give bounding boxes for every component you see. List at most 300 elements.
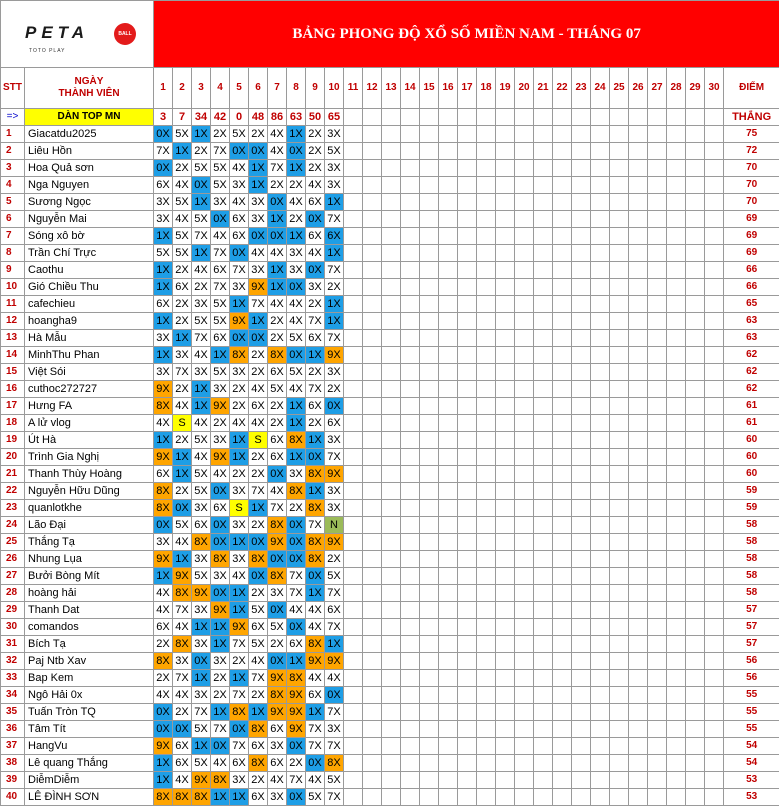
result-cell: 4X — [287, 296, 306, 313]
empty-cell — [439, 704, 458, 721]
result-cell: 0X — [249, 534, 268, 551]
empty-cell — [515, 211, 534, 228]
empty-cell — [420, 177, 439, 194]
result-cell: 8X — [192, 534, 211, 551]
empty-cell — [572, 296, 591, 313]
score-cell: 59 — [724, 483, 779, 500]
day-header: 26 — [629, 68, 648, 109]
empty-cell — [458, 602, 477, 619]
empty-cell — [477, 364, 496, 381]
member-row — [1, 585, 779, 602]
empty-cell — [705, 755, 724, 772]
result-cell: 7X — [306, 313, 325, 330]
empty-cell — [363, 347, 382, 364]
empty-cell — [572, 364, 591, 381]
empty-cell — [534, 279, 553, 296]
result-cell: 0X — [325, 687, 344, 704]
empty-cell — [363, 585, 382, 602]
empty-cell — [572, 347, 591, 364]
empty-cell — [648, 466, 667, 483]
result-cell: 3X — [268, 585, 287, 602]
empty-cell — [705, 704, 724, 721]
day-header: 25 — [610, 68, 629, 109]
member-row — [1, 568, 779, 585]
empty-cell — [382, 279, 401, 296]
result-cell: 2X — [154, 670, 173, 687]
empty-cell — [629, 789, 648, 806]
member-row — [1, 347, 779, 364]
empty-cell — [610, 483, 629, 500]
score-cell: 66 — [724, 262, 779, 279]
result-cell: 1X — [230, 789, 249, 806]
result-cell: 4X — [306, 245, 325, 262]
result-cell: 5X — [192, 755, 211, 772]
rank-cell: 36 — [1, 721, 25, 738]
result-cell: 2X — [268, 177, 287, 194]
empty-cell — [591, 721, 610, 738]
result-cell: 2X — [211, 126, 230, 143]
empty-cell — [648, 500, 667, 517]
logo-cell — [1, 1, 154, 68]
empty-cell — [420, 738, 439, 755]
empty-cell — [382, 432, 401, 449]
result-cell: 3X — [154, 211, 173, 228]
empty-cell — [477, 653, 496, 670]
empty-cell — [553, 721, 572, 738]
member-row — [1, 653, 779, 670]
result-cell: 0X — [249, 568, 268, 585]
empty-cell — [515, 517, 534, 534]
empty-cell — [458, 517, 477, 534]
empty-cell — [477, 381, 496, 398]
result-cell: 5X — [192, 466, 211, 483]
empty-cell — [686, 755, 705, 772]
result-cell: 1X — [192, 126, 211, 143]
empty-cell — [420, 585, 439, 602]
empty-cell — [667, 296, 686, 313]
empty-cell — [610, 466, 629, 483]
empty-cell — [648, 228, 667, 245]
empty-cell — [705, 194, 724, 211]
empty-cell — [667, 585, 686, 602]
empty-cell — [610, 789, 629, 806]
rank-cell: 15 — [1, 364, 25, 381]
empty-cell — [648, 415, 667, 432]
empty-cell — [382, 313, 401, 330]
empty-cell — [420, 619, 439, 636]
result-cell: 0X — [287, 551, 306, 568]
empty-cell — [572, 398, 591, 415]
result-cell: 7X — [325, 789, 344, 806]
empty-cell — [363, 687, 382, 704]
member-name: MinhThu Phan — [25, 347, 154, 364]
empty-cell — [553, 194, 572, 211]
empty-cell — [667, 772, 686, 789]
empty-cell — [344, 228, 363, 245]
empty-cell — [401, 398, 420, 415]
rank-cell: 18 — [1, 415, 25, 432]
empty-cell — [667, 755, 686, 772]
empty-cell — [705, 330, 724, 347]
empty-cell — [420, 143, 439, 160]
result-cell: 1X — [249, 500, 268, 517]
day-header: 14 — [401, 68, 420, 109]
rank-cell: 38 — [1, 755, 25, 772]
empty-cell — [667, 466, 686, 483]
dan-value: 0 — [230, 109, 249, 126]
empty-cell — [515, 330, 534, 347]
result-cell: 1X — [173, 551, 192, 568]
result-cell: 7X — [306, 721, 325, 738]
result-cell: 3X — [192, 551, 211, 568]
result-cell: 7X — [268, 500, 287, 517]
result-cell: 3X — [325, 177, 344, 194]
result-cell: 1X — [306, 483, 325, 500]
empty-cell — [344, 534, 363, 551]
empty-cell — [553, 143, 572, 160]
day-header: 11 — [344, 68, 363, 109]
empty-cell — [648, 313, 667, 330]
empty-cell — [401, 347, 420, 364]
empty-cell — [363, 636, 382, 653]
empty-cell — [363, 160, 382, 177]
result-cell: 4X — [268, 126, 287, 143]
member-row — [1, 789, 779, 806]
member-name: Việt Sói — [25, 364, 154, 381]
member-name: Nhung Lụa — [25, 551, 154, 568]
empty-cell — [382, 653, 401, 670]
result-cell: 2X — [249, 585, 268, 602]
result-cell: 3X — [287, 262, 306, 279]
result-cell: 7X — [211, 245, 230, 262]
member-name: Bap Kem — [25, 670, 154, 687]
result-cell: 9X — [325, 653, 344, 670]
result-cell: 6X — [249, 738, 268, 755]
result-cell: 9X — [211, 449, 230, 466]
result-cell: 4X — [287, 602, 306, 619]
empty-cell — [458, 228, 477, 245]
score-cell: 57 — [724, 636, 779, 653]
result-cell: 9X — [249, 279, 268, 296]
empty-cell — [534, 517, 553, 534]
result-cell: 5X — [249, 636, 268, 653]
empty-cell — [477, 551, 496, 568]
empty-cell — [344, 670, 363, 687]
empty-cell — [458, 636, 477, 653]
empty-cell — [477, 449, 496, 466]
result-cell: 9X — [230, 619, 249, 636]
result-cell: 3X — [154, 330, 173, 347]
result-cell: 2X — [268, 415, 287, 432]
empty-cell — [572, 568, 591, 585]
result-cell: 1X — [287, 449, 306, 466]
result-cell: 0X — [306, 568, 325, 585]
result-cell: 8X — [154, 398, 173, 415]
empty-cell — [572, 126, 591, 143]
empty-cell — [363, 653, 382, 670]
empty-cell — [515, 670, 534, 687]
day-header: 1 — [154, 68, 173, 109]
empty-cell — [420, 364, 439, 381]
result-cell: 1X — [249, 313, 268, 330]
result-cell: 0X — [287, 279, 306, 296]
result-cell: 4X — [230, 415, 249, 432]
rank-cell: 31 — [1, 636, 25, 653]
empty-cell — [534, 160, 553, 177]
empty-cell — [401, 670, 420, 687]
empty-cell — [686, 398, 705, 415]
empty-cell — [439, 466, 458, 483]
result-cell: 8X — [306, 534, 325, 551]
result-cell: 2X — [230, 653, 249, 670]
empty-cell — [572, 449, 591, 466]
result-cell: 7X — [211, 279, 230, 296]
empty-cell — [591, 143, 610, 160]
empty-cell — [553, 313, 572, 330]
result-cell: 3X — [154, 194, 173, 211]
empty-cell — [591, 568, 610, 585]
empty-cell — [439, 670, 458, 687]
empty-cell — [553, 619, 572, 636]
result-cell: 1X — [287, 653, 306, 670]
empty-cell — [382, 721, 401, 738]
dan-top-label: DÀN TOP MN — [25, 109, 154, 126]
member-header-line1: NGÀY — [25, 76, 153, 88]
empty-cell — [686, 670, 705, 687]
result-cell: 4X — [249, 381, 268, 398]
result-cell: 2X — [287, 177, 306, 194]
result-cell: 5X — [325, 772, 344, 789]
day-header: 30 — [705, 68, 724, 109]
empty-cell — [477, 347, 496, 364]
empty-cell — [382, 619, 401, 636]
member-name: Hoa Quả sơn — [25, 160, 154, 177]
day-header: 10 — [325, 68, 344, 109]
result-cell: 1X — [211, 789, 230, 806]
empty-cell — [629, 143, 648, 160]
empty-cell — [610, 636, 629, 653]
empty-cell — [382, 381, 401, 398]
empty-cell — [420, 279, 439, 296]
empty-cell — [439, 636, 458, 653]
empty-cell — [648, 636, 667, 653]
empty-cell — [686, 772, 705, 789]
result-cell: 6X — [249, 789, 268, 806]
day-header: 21 — [534, 68, 553, 109]
empty-cell — [572, 381, 591, 398]
empty-cell — [553, 415, 572, 432]
empty-cell — [496, 789, 515, 806]
empty-cell — [610, 126, 629, 143]
member-name: Lão Đại — [25, 517, 154, 534]
empty-cell — [439, 381, 458, 398]
member-name: DiễmDiễm — [25, 772, 154, 789]
empty-cell — [496, 143, 515, 160]
result-cell: 4X — [325, 670, 344, 687]
result-cell: 1X — [154, 279, 173, 296]
empty-cell — [648, 279, 667, 296]
rank-cell: 35 — [1, 704, 25, 721]
empty-cell — [534, 313, 553, 330]
empty-cell — [458, 160, 477, 177]
empty-cell — [401, 330, 420, 347]
rank-cell: 25 — [1, 534, 25, 551]
result-cell: 7X — [325, 619, 344, 636]
result-cell: 3X — [192, 687, 211, 704]
empty-cell — [420, 415, 439, 432]
result-cell: 0X — [287, 517, 306, 534]
result-cell: 2X — [287, 755, 306, 772]
empty-cell — [515, 483, 534, 500]
result-cell: 4X — [192, 262, 211, 279]
result-cell: 1X — [173, 330, 192, 347]
empty-cell — [496, 517, 515, 534]
empty-cell — [610, 279, 629, 296]
empty-cell — [515, 109, 534, 126]
result-cell: 4X — [268, 245, 287, 262]
score-cell: 58 — [724, 568, 779, 585]
result-cell: 4X — [173, 398, 192, 415]
empty-cell — [496, 415, 515, 432]
result-cell: 1X — [287, 126, 306, 143]
empty-cell — [420, 330, 439, 347]
empty-cell — [686, 364, 705, 381]
empty-cell — [534, 143, 553, 160]
empty-cell — [591, 789, 610, 806]
empty-cell — [496, 449, 515, 466]
empty-cell — [629, 483, 648, 500]
empty-cell — [572, 653, 591, 670]
member-row — [1, 194, 779, 211]
result-cell: 1X — [173, 449, 192, 466]
result-cell: 1X — [154, 262, 173, 279]
empty-cell — [534, 296, 553, 313]
empty-cell — [363, 194, 382, 211]
empty-cell — [629, 313, 648, 330]
member-row — [1, 551, 779, 568]
result-cell: 0X — [249, 143, 268, 160]
empty-cell — [477, 109, 496, 126]
result-cell: 3X — [192, 636, 211, 653]
empty-cell — [401, 653, 420, 670]
empty-cell — [648, 347, 667, 364]
result-cell: 5X — [249, 602, 268, 619]
empty-cell — [667, 194, 686, 211]
result-cell: 4X — [306, 670, 325, 687]
member-row — [1, 364, 779, 381]
empty-cell — [382, 415, 401, 432]
empty-cell — [382, 160, 401, 177]
empty-cell — [496, 585, 515, 602]
member-name: hoangha9 — [25, 313, 154, 330]
result-cell: 5X — [325, 568, 344, 585]
empty-cell — [629, 415, 648, 432]
result-cell: 2X — [173, 704, 192, 721]
result-cell: 2X — [230, 381, 249, 398]
result-cell: 4X — [192, 347, 211, 364]
empty-cell — [401, 568, 420, 585]
result-cell: 9X — [154, 738, 173, 755]
empty-cell — [591, 687, 610, 704]
empty-cell — [629, 432, 648, 449]
score-cell: 75 — [724, 126, 779, 143]
empty-cell — [648, 364, 667, 381]
empty-cell — [496, 296, 515, 313]
empty-cell — [401, 602, 420, 619]
empty-cell — [667, 364, 686, 381]
result-cell: 4X — [230, 160, 249, 177]
empty-cell — [572, 687, 591, 704]
empty-cell — [629, 755, 648, 772]
empty-cell — [515, 636, 534, 653]
empty-cell — [401, 483, 420, 500]
empty-cell — [591, 364, 610, 381]
empty-cell — [667, 211, 686, 228]
result-cell: 3X — [306, 279, 325, 296]
member-row — [1, 670, 779, 687]
empty-cell — [667, 704, 686, 721]
result-cell: 1X — [230, 670, 249, 687]
empty-cell — [458, 704, 477, 721]
empty-cell — [534, 398, 553, 415]
empty-cell — [553, 602, 572, 619]
result-cell: 7X — [211, 143, 230, 160]
result-cell: 0X — [173, 721, 192, 738]
empty-cell — [496, 347, 515, 364]
rank-cell: 6 — [1, 211, 25, 228]
empty-cell — [401, 381, 420, 398]
empty-cell — [363, 381, 382, 398]
empty-cell — [686, 228, 705, 245]
empty-cell — [496, 500, 515, 517]
empty-cell — [458, 143, 477, 160]
empty-cell — [572, 772, 591, 789]
empty-cell — [534, 126, 553, 143]
empty-cell — [629, 534, 648, 551]
empty-cell — [572, 517, 591, 534]
empty-cell — [629, 517, 648, 534]
empty-cell — [477, 398, 496, 415]
empty-cell — [344, 687, 363, 704]
empty-cell — [610, 585, 629, 602]
empty-cell — [420, 653, 439, 670]
empty-cell — [534, 653, 553, 670]
empty-cell — [401, 415, 420, 432]
member-header — [25, 68, 154, 109]
empty-cell — [534, 347, 553, 364]
empty-cell — [572, 789, 591, 806]
result-cell: 4X — [287, 194, 306, 211]
result-cell: 3X — [192, 602, 211, 619]
arrow-marker: => — [1, 109, 25, 126]
empty-cell — [439, 364, 458, 381]
result-cell: 7X — [287, 585, 306, 602]
rank-cell: 24 — [1, 517, 25, 534]
empty-cell — [439, 738, 458, 755]
result-cell: 8X — [287, 670, 306, 687]
empty-cell — [667, 160, 686, 177]
empty-cell — [534, 772, 553, 789]
empty-cell — [591, 126, 610, 143]
result-cell: 8X — [325, 755, 344, 772]
empty-cell — [667, 109, 686, 126]
empty-cell — [515, 313, 534, 330]
result-cell: 2X — [325, 279, 344, 296]
empty-cell — [439, 585, 458, 602]
result-cell: 3X — [287, 245, 306, 262]
result-cell: S — [249, 432, 268, 449]
empty-cell — [382, 262, 401, 279]
